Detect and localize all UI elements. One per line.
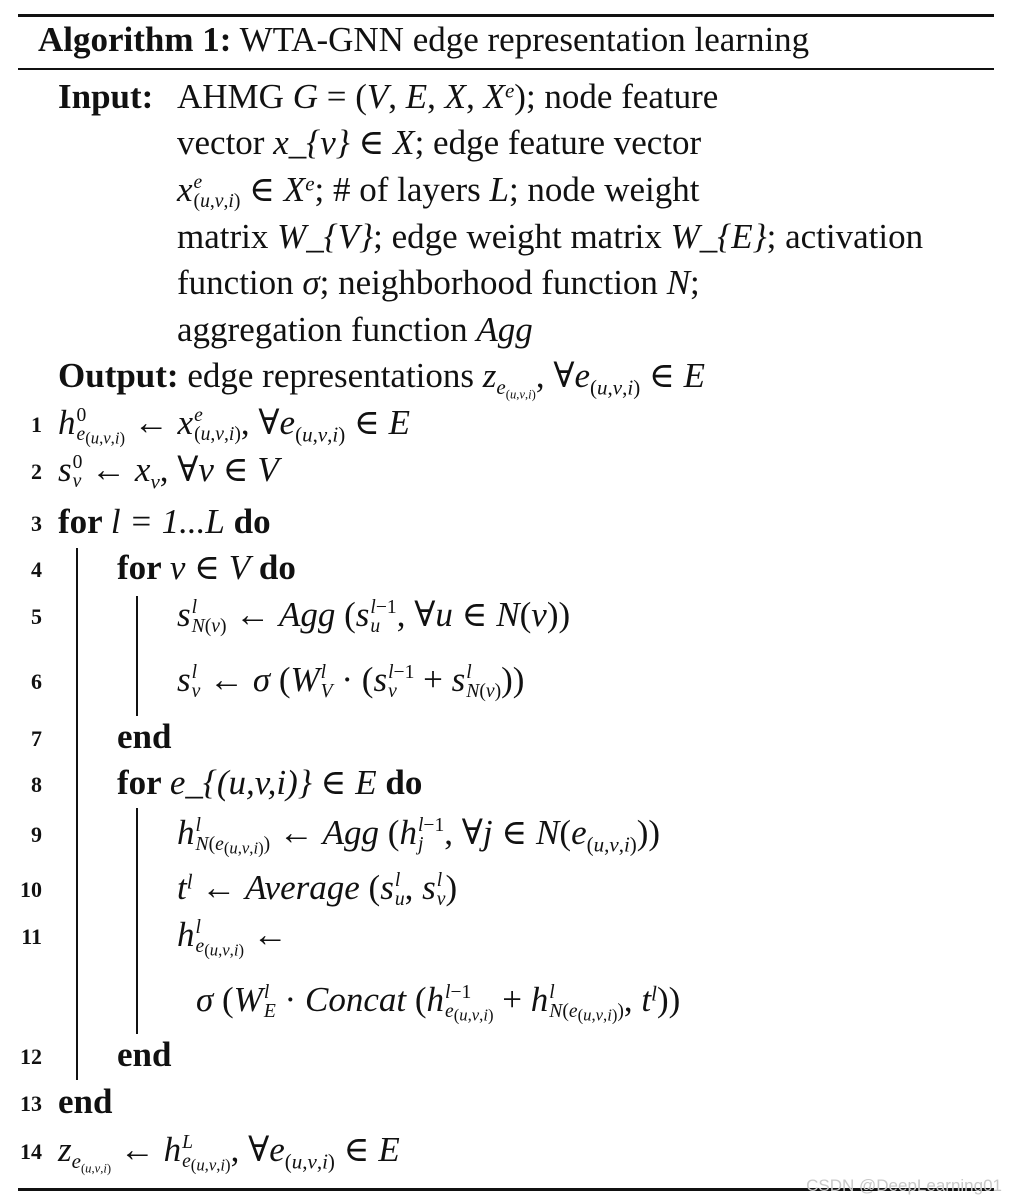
text: ; edge feature vector xyxy=(414,123,702,162)
keyword: end xyxy=(117,717,172,756)
algorithm-line xyxy=(177,810,660,856)
line-number xyxy=(0,977,42,1023)
line-number: 11 xyxy=(21,924,42,949)
text: aggregation function xyxy=(177,310,477,349)
text: function xyxy=(177,263,303,302)
algorithm-line xyxy=(117,545,296,591)
keyword: do xyxy=(250,548,296,587)
line-number: 2 xyxy=(31,459,42,484)
algorithm-line xyxy=(58,1079,112,1125)
line-number: 13 xyxy=(20,1091,42,1116)
keyword: do xyxy=(376,763,423,802)
text: matrix xyxy=(177,217,278,256)
line-number: 3 xyxy=(31,511,42,536)
math-expression: s l v ← σ (W l V · (s l−1 v + s l N(v) )) xyxy=(177,660,525,702)
algorithm-line xyxy=(177,912,288,958)
line-number: 9 xyxy=(31,822,42,847)
input-line xyxy=(177,260,700,306)
header-rule xyxy=(18,68,994,70)
for-v-block-bar xyxy=(136,596,138,716)
text: ; xyxy=(690,263,700,302)
algorithm-line xyxy=(177,657,524,703)
math-expression: W_{V} xyxy=(277,217,374,256)
math-expression: l = 1...L xyxy=(110,502,225,541)
math-expression: v ∈ V xyxy=(169,548,251,587)
input-line xyxy=(177,74,718,120)
math-expression: s 0 v ← $x_v$, ∀v ∈ V xyxy=(58,450,279,494)
math-expression: N xyxy=(666,263,691,302)
for-l-block-bar xyxy=(76,548,78,1080)
keyword: end xyxy=(117,1035,172,1074)
math-expression: s l N(v) ← Agg (s l−1 u , ∀u ∈ N(v)) xyxy=(177,595,571,637)
keyword: do xyxy=(224,502,271,541)
text: vector xyxy=(177,123,274,162)
line-number: 4 xyxy=(31,557,42,582)
algorithm-line xyxy=(58,499,271,545)
algorithm-header xyxy=(38,17,809,63)
line-number: 10 xyxy=(20,877,42,902)
output-line xyxy=(58,353,705,402)
algorithm-line xyxy=(58,447,279,493)
keyword: for xyxy=(117,763,170,802)
algorithm-line xyxy=(58,400,410,446)
math-expression: x_{v} ∈ X xyxy=(273,123,415,162)
input-label-text: Input: xyxy=(58,77,154,116)
input-line xyxy=(177,167,699,213)
keyword: for xyxy=(58,502,111,541)
text: ; activation xyxy=(766,217,924,256)
math-expression: σ (W l E · Concat (h l−1 e(u,v,i) + h l N(e(u,v,i)) , $t^l$)) xyxy=(196,980,681,1025)
math-expression: h l N(e(u,v,i)) ← Agg (h l−1 j , ∀j ∈ $N(e_{(u,v,i)})$) xyxy=(177,813,661,858)
math-expression: σ xyxy=(302,263,320,302)
algorithm-line xyxy=(177,865,457,911)
text: ; # of layers xyxy=(314,170,490,209)
input-line xyxy=(177,307,533,353)
algorithm-line xyxy=(117,760,422,806)
text: AHMG xyxy=(177,77,293,116)
math-expression: G = (V, E, X, Xe) xyxy=(292,77,526,116)
line-number: 12 xyxy=(20,1044,42,1069)
output-text xyxy=(178,356,705,402)
algorithm-line xyxy=(177,592,570,638)
math-expression: x e (u,v,i) ∈ Xe xyxy=(177,170,315,212)
text: ; node feature xyxy=(525,77,719,116)
math-expression: h l e(u,v,i) ← xyxy=(177,915,288,960)
math-expression: Agg xyxy=(476,310,533,349)
watermark: CSDN @DeepLearning01 xyxy=(806,1176,1002,1195)
text: edge representations xyxy=(178,356,483,395)
text: ; edge weight matrix xyxy=(373,217,671,256)
input-label xyxy=(58,74,153,120)
line-number: 7 xyxy=(31,726,42,751)
output-label: Output: xyxy=(58,356,179,395)
line-number: 14 xyxy=(20,1139,42,1164)
text: ; neighborhood function xyxy=(319,263,667,302)
input-line xyxy=(177,120,701,166)
line-number: 1 xyxy=(31,412,42,437)
keyword: end xyxy=(58,1082,113,1121)
algorithm-line xyxy=(117,714,171,760)
math-expression: W_{E} xyxy=(670,217,767,256)
math-expression: h 0 e(u,v,i) ← x e (u,v,i) , $\forall e_{(u,v,i)}$ ∈ E xyxy=(58,403,411,448)
algorithm-line xyxy=(58,1127,400,1176)
for-e-block-bar xyxy=(136,808,138,1034)
algorithm-label: Algorithm 1: xyxy=(38,20,232,59)
math-expression: $z_{e_{(u,v,i)}}$ ← h L e(u,v,i) , $\forall e_{(u,v,i)}$ ∈ E xyxy=(58,1130,400,1176)
line-number: 6 xyxy=(31,669,42,694)
math-expression: $z_{e_{(u,v,i)}}$, $\forall e_{(u,v,i)}$ ∈ E xyxy=(482,356,705,402)
algorithm-line xyxy=(196,977,680,1023)
input-line xyxy=(177,214,923,260)
math-expression: L xyxy=(489,170,509,209)
math-expression: e_{(u,v,i)} ∈ E xyxy=(169,763,377,802)
algorithm-line xyxy=(117,1032,171,1078)
keyword: for xyxy=(117,548,170,587)
line-number: 8 xyxy=(31,772,42,797)
algorithm-title: WTA-GNN edge representation learning xyxy=(231,20,810,59)
text: ; node weight xyxy=(508,170,700,209)
line-number: 5 xyxy=(31,604,42,629)
math-expression: $t^l$ ← Average (s l u , s l v ) xyxy=(177,868,458,910)
